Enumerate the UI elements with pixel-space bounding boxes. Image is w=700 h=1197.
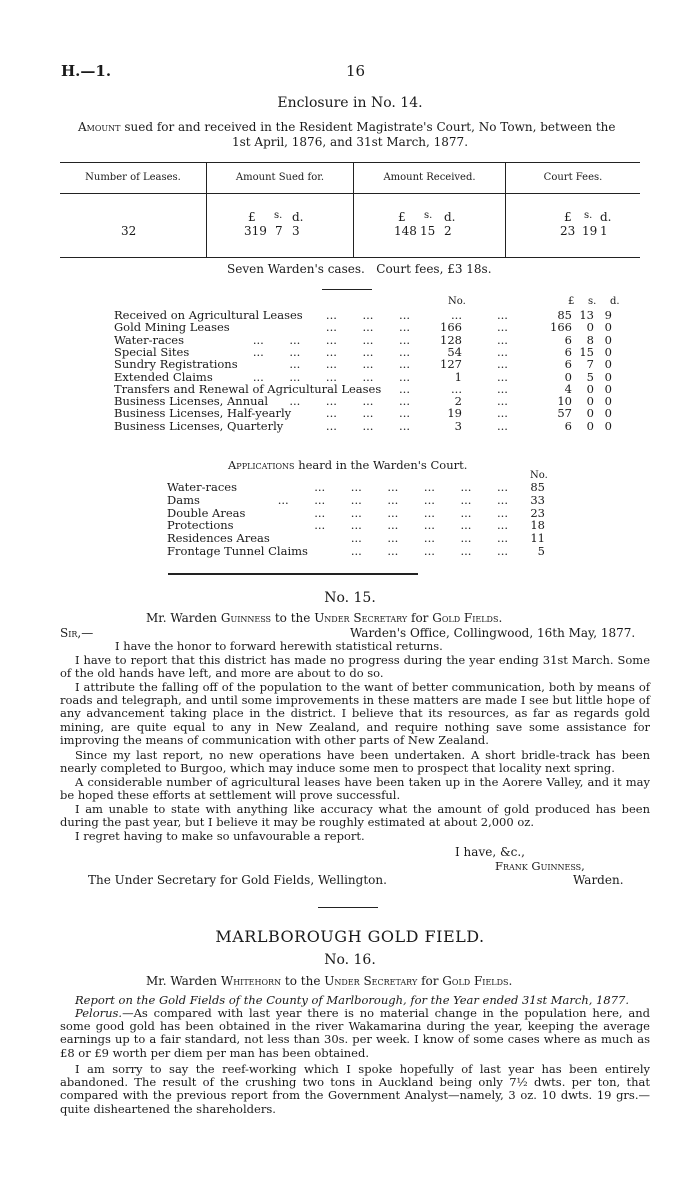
row-dots: ... (497, 381, 508, 396)
row-label: Frontage Tunnel Claims (167, 544, 308, 558)
col-header-received: Amount Received. (383, 172, 476, 183)
row-label: Water-races (167, 480, 237, 494)
row-pence: 0 (604, 369, 612, 384)
row-dots: ... ... ... ... ... ... ... (277, 492, 508, 507)
enclosure-caption (78, 120, 638, 135)
row-shillings: 7 (586, 357, 594, 372)
rule-thick (168, 573, 418, 575)
no15-paragraph: Since my last report, no new operations have been undertaken. A short bridle-track has been nearly completed to Burgoo, which may induce some men to prospect that locality next spring. (60, 748, 650, 776)
table-row (0, 420, 700, 433)
row-no: ... (451, 381, 462, 396)
row-dots: ... (497, 394, 508, 409)
place-date: Warden's Office, Collingwood, 16th May, 1877. (350, 626, 636, 640)
row-label: Gold Mining Leases (114, 320, 230, 335)
table-row (0, 545, 700, 558)
row-pence: 0 (604, 394, 612, 409)
sign-title: Warden. (573, 873, 624, 887)
row-shillings: 0 (586, 418, 594, 433)
row-no: 19 (447, 406, 462, 421)
row-no: 54 (447, 344, 462, 359)
row-label: Special Sites (114, 344, 190, 359)
row-dots: ... ... ... (325, 406, 410, 421)
row-dots: ... (497, 320, 508, 335)
row-label: Protections (167, 518, 234, 533)
row-shillings: 0 (586, 381, 594, 396)
row-dots: ... ... ... ... ... (252, 344, 410, 359)
no15-paragraph: I have the honor to forward herewith statistical returns. (115, 639, 443, 653)
row-pounds: 10 (557, 394, 572, 409)
no15-paragraph: A considerable number of agricultural leases have been taken up in the Aorere Valley, and it may be hoped these efforts at settlement will prove successful. (60, 775, 650, 803)
table-row (0, 532, 700, 545)
row-pounds: 57 (557, 406, 572, 421)
row-dots: ... (497, 406, 508, 421)
row-label: Sundry Registrations (114, 357, 238, 372)
row-label: Dams (167, 492, 200, 507)
row-no: 23 (530, 505, 545, 520)
row-label: Business Licenses, Half-yearly (114, 406, 292, 421)
row-shillings: 0 (586, 406, 594, 421)
row-shillings: 0 (586, 394, 594, 409)
salutation: Sir,— (60, 626, 94, 640)
no15-paragraph: I am unable to state with anything like accuracy what the amount of gold produced has been during the past year, but I believe it may be roughly estimated at about 2,000 oz. (60, 802, 650, 830)
row-pounds: 166 (550, 320, 572, 335)
page-number: 16 (346, 62, 366, 80)
row-dots: ... ... ... ... ... (252, 332, 410, 347)
row-no: 2 (454, 394, 462, 409)
row-label: Residences Areas (167, 531, 270, 546)
row-label: Extended Claims (114, 369, 213, 384)
row-pence: 0 (604, 344, 612, 359)
row-shillings: 5 (586, 369, 594, 384)
no15-title: No. 15. (324, 590, 376, 606)
row-pence: 0 (604, 381, 612, 396)
row-no: 3 (454, 418, 462, 433)
row-dots: ... ... ... (325, 418, 410, 433)
page-ref: H.—1. (61, 62, 112, 80)
row-no: 5 (537, 544, 545, 558)
caption-lead: Amount (78, 120, 121, 134)
row-label: Business Licenses, Annual (114, 394, 269, 409)
col-header-sued: Amount Sued for. (235, 172, 325, 183)
no15-paragraph: I regret having to make so unfavourable a report. (75, 829, 365, 843)
row-pounds: 6 (564, 332, 572, 347)
row-pence: 0 (604, 418, 612, 433)
row-dots: ... ... ... ... (289, 394, 410, 409)
row-label: Received on Agricultural Leases (114, 308, 303, 322)
closing: I have, &c., (455, 845, 525, 859)
row-pence: 0 (604, 320, 612, 335)
row-label: Double Areas (167, 505, 246, 520)
marlborough-paragraph: Pelorus.—As compared with last year there is no material change in the population here, and some good gold has been obtained in the river Wakamarina during the year, keeping the average earnings up to a fair standard, not less than 30s. per week. I know of some cases where as much as £8 or £9 worth per diem per man has been obtained. (60, 1006, 650, 1060)
row-pence: 9 (604, 308, 612, 322)
row-dots: ... ... ... ... ... ... (314, 518, 508, 533)
row-no: 11 (530, 531, 545, 546)
row-dots: ... ... ... ... ... (252, 369, 410, 384)
row-shillings: 0 (586, 320, 594, 335)
row-label: Business Licenses, Quarterly (114, 418, 284, 433)
signature: Frank Guinness, (495, 859, 585, 873)
row-pounds: 6 (564, 357, 572, 372)
row-pence: 0 (604, 332, 612, 347)
row-no: 18 (530, 518, 545, 533)
row-dots: ... ... ... ... ... (350, 531, 508, 546)
row-pence: 0 (604, 406, 612, 421)
row-dots: ... (497, 369, 508, 384)
table-row (0, 519, 700, 532)
row-pounds: 6 (564, 344, 572, 359)
enclosure-title: Enclosure in No. 14. (277, 95, 423, 111)
addressee: The Under Secretary for Gold Fields, Wellington. (88, 873, 387, 887)
row-label: Water-races (114, 332, 184, 347)
no15-paragraph: I have to report that this district has made no progress during the year ending 31st March. Some of the old hands have left, and more are about to do so. (60, 653, 650, 681)
no16-title: No. 16. (324, 952, 376, 968)
row-dots: ... (497, 308, 508, 322)
row-no: 1 (454, 369, 462, 384)
row-pounds: 6 (564, 418, 572, 433)
marlborough-heading: MARLBOROUGH GOLD FIELD. (215, 927, 485, 946)
table-row (0, 494, 700, 507)
col-header-fees: Court Fees. (543, 172, 603, 183)
row-no: 33 (530, 492, 545, 507)
row-dots: ... (399, 381, 410, 396)
row-dots: ... ... ... (325, 308, 410, 322)
row-no: ... (451, 308, 462, 322)
caption-line1: sued for and received in the Resident Magistrate's Court, No Town, between the (124, 120, 616, 134)
row-shillings: 8 (586, 332, 594, 347)
applications-heading: Applications heard in the Warden's Court. (228, 458, 468, 472)
leases-count: 32 (121, 224, 137, 238)
row-dots: ... ... ... (325, 320, 410, 335)
no15-subtitle: Mr. Warden Guinness to the Under Secretary for Gold Fields. (146, 611, 503, 625)
no16-subtitle: Mr. Warden Whitehorn to the Under Secretary for Gold Fields. (146, 974, 513, 988)
leases-no-header: No. (448, 296, 466, 307)
col-header-leases: Number of Leases. (85, 172, 181, 183)
row-dots: ... (497, 357, 508, 372)
row-dots: ... (497, 418, 508, 433)
row-no: 85 (530, 480, 545, 494)
row-pounds: 4 (564, 381, 572, 396)
row-dots: ... (497, 332, 508, 347)
row-dots: ... ... ... ... ... ... (314, 505, 508, 520)
row-dots: ... ... ... ... ... (350, 544, 508, 558)
marlborough-paragraph: I am sorry to say the reef-working which I spoke hopefully of last year has been entirely abandoned. The result of the crushing two tons in Auckland being only 7½ dwts. per ton, that compared with the previous report from the Government Analyst—namely, 3 oz. 10 dwts. 19 grs.—quite disheartened the shareholders. (60, 1062, 650, 1116)
row-no: 127 (440, 357, 462, 372)
row-shillings: 15 (579, 344, 594, 359)
row-no: 166 (440, 320, 462, 335)
caption-line2: 1st April, 1876, and 31st March, 1877. (231, 135, 469, 149)
no15-paragraph: I attribute the falling off of the population to the want of better communication, both by means of roads and telegraph, and until some improvements in these matters are made I see but little hope of any advancement taking place in the district. I believe that its resources, as far as regards gold mining, are quite equal to any in New Zealand, and require nothing save some assistance for improving the means of communication with other parts of New Zealand. (60, 680, 650, 747)
row-shillings: 13 (579, 308, 594, 322)
row-dots: ... ... ... ... ... ... (314, 480, 508, 494)
row-pounds: 85 (557, 308, 572, 322)
row-dots: ... ... ... ... (289, 357, 410, 372)
report-title: Report on the Gold Fields of the County of Marlborough, for the Year ended 31st March, 1877. (75, 993, 629, 1007)
court-fees-note: Seven Warden's cases. Court fees, £3 18s. (227, 262, 492, 276)
applications-no-header: No. (530, 470, 548, 481)
row-pounds: 0 (564, 369, 572, 384)
row-no: 128 (440, 332, 462, 347)
row-dots: ... (497, 344, 508, 359)
row-pence: 0 (604, 357, 612, 372)
row-label: Transfers and Renewal of Agricultural Leases (114, 381, 382, 396)
